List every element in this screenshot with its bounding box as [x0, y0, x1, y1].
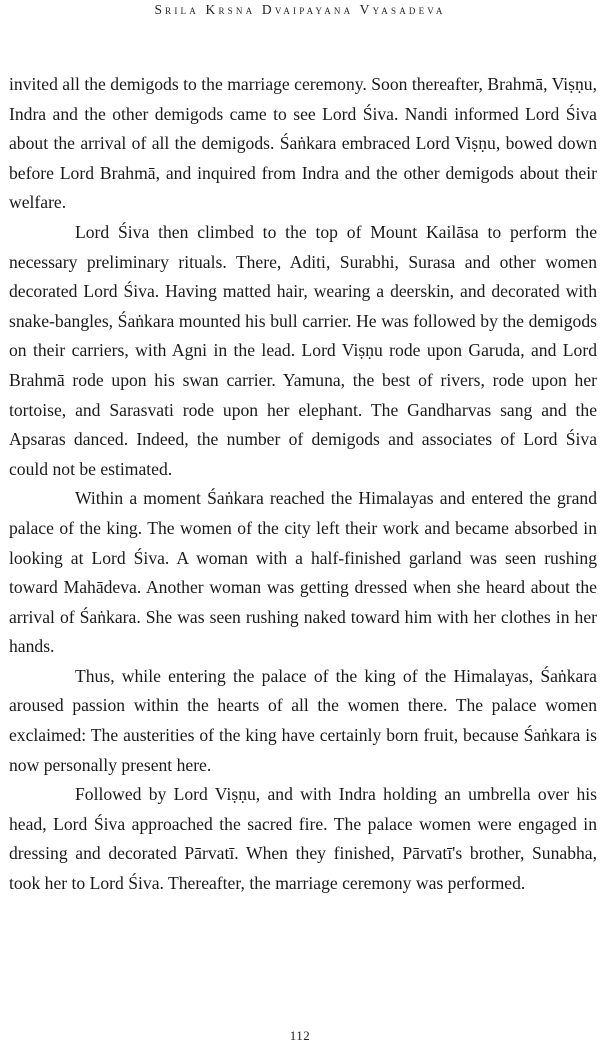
paragraph-3: Within a moment Śaṅkara reached the Himalayas and entered the grand palace of the king. The women of the city left their work and became absorbed in looking at Lord Śiva. A woman with a half-finished garland was seen rushing toward Mahādeva. Another woman was getting dressed when she heard about the arrival of Śaṅkara. She was seen rushing naked toward him with her clothes in her hands. [9, 488, 597, 657]
paragraph-1: invited all the demigods to the marriage ceremony. Soon thereafter, Brahmā, Viṣṇu, Indra and the other demigods came to see Lord Śiva. Nandi informed Lord Śiva about the arrival of all the demigods. Śaṅkara embraced Lord Viṣṇu, bowed down before Lord Brahmā, and inquired from Indra and the other demigods about their welfare. [9, 74, 597, 213]
body-text [9, 70, 597, 899]
paragraph-2: Lord Śiva then climbed to the top of Mount Kailāsa to perform the necessary preliminary rituals. There, Aditi, Surabhi, Surasa and other women decorated Lord Śiva. Having matted hair, wearing a deerskin, and decorated with snake-bangles, Śaṅkara mounted his bull carrier. He was followed by the demigods on their carriers, with Agni in the lead. Lord Viṣṇu rode upon Garuda, and Lord Brahmā rode upon his swan carrier. Yamuna, the best of rivers, rode upon her tortoise, and Sarasvati rode upon her elephant. The Gandharvas sang and the Apsaras danced. Indeed, the number of demigods and associates of Lord Śiva could not be estimated. [9, 221, 597, 479]
running-head: Srila Krsna Dvaipayana Vyasadeva [154, 2, 446, 17]
paragraph-4: Thus, while entering the palace of the king of the Himalayas, Śaṅkara aroused passion within the hearts of all the women there. The palace women exclaimed: The austerities of the king have certainly born fruit, because Śaṅkara is now personally present here. [9, 665, 597, 775]
paragraph-5: Followed by Lord Viṣṇu, and with Indra holding an umbrella over his head, Lord Śiva approached the sacred fire. The palace women were engaged in dressing and decorated Pārvatī. When they finished, Pārvatī's brother, Sunabha, took her to Lord Śiva. Thereafter, the marriage ceremony was performed. [9, 784, 597, 894]
page-number: 112 [289, 1028, 311, 1043]
